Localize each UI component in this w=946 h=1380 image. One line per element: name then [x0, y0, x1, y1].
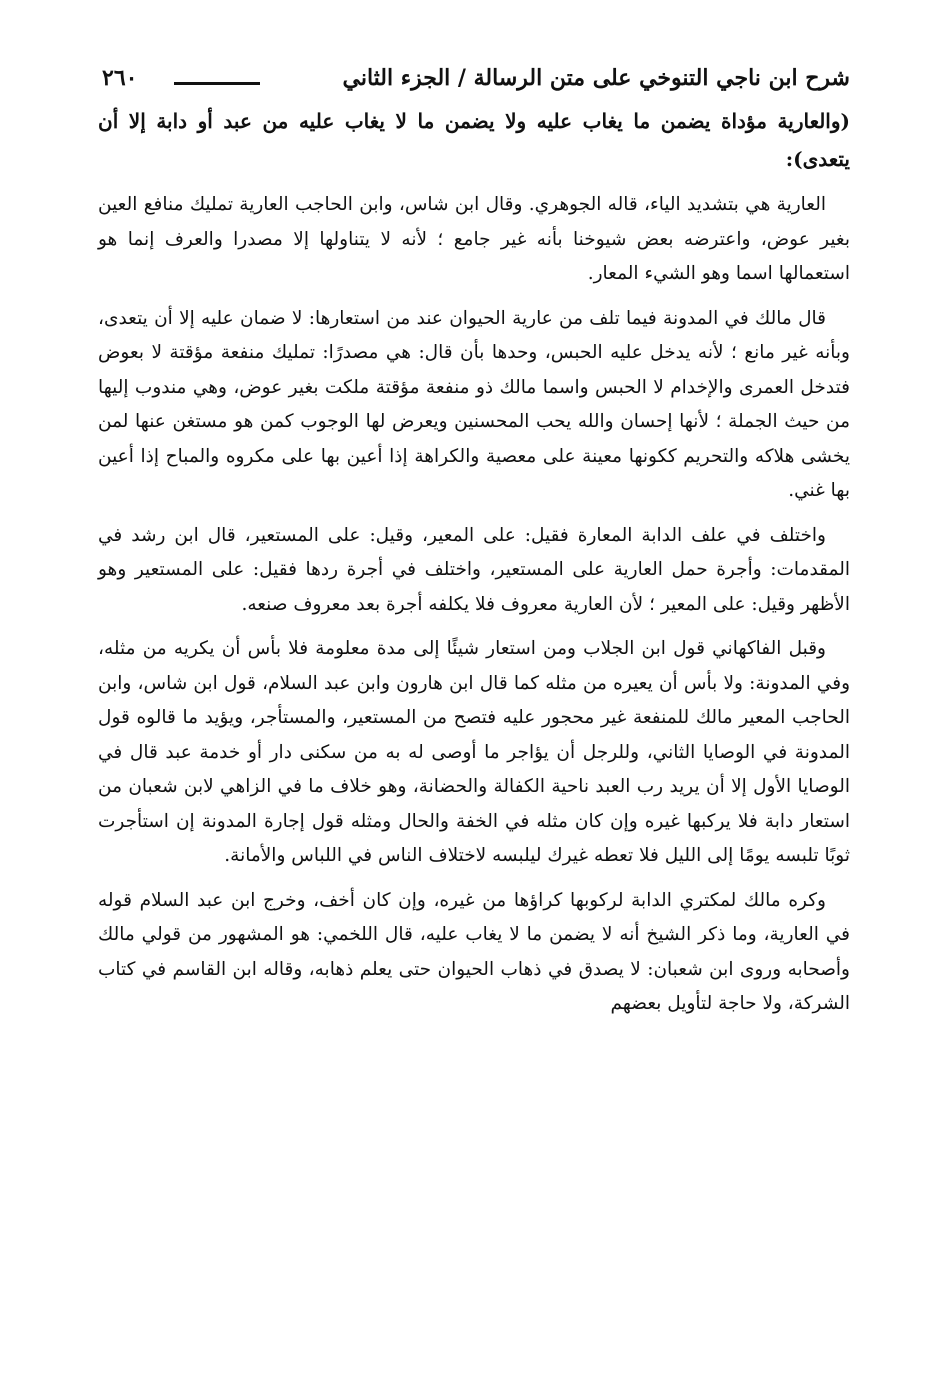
matn-quote: (والعارية مؤداة يضمن ما يغاب عليه ولا يضمن ما لا يغاب عليه من عبد أو دابة إلا أن يتعدى):: [98, 109, 850, 171]
paragraph: العارية هي بتشديد الياء، قاله الجوهري. وقال ابن شاس، وابن الحاجب العارية تمليك منافع العين بغير عوض، واعترضه بعض شيوخنا بأنه غير جامع ؛ لأنه لا يتناولها إلا مصدرا والعرف إنما هو استعمالها اسما وهو الشيء المعار.: [98, 194, 850, 284]
header-rule: [174, 82, 260, 85]
running-header: [98, 58, 850, 102]
book-page: [98, 58, 850, 1032]
paragraph: وكره مالك لمكتري الدابة لركوبها كراؤها من غيره، وإن كان أخف، وخرج ابن عبد السلام قوله في العارية، وما ذكر الشيخ أنه لا يضمن ما لا يغاب عليه، قال اللخمي: هو المشهور من قولي مالك وأصحابه وروى ابن شعبان: لا يصدق في ذهاب الحيوان حتى يعلم ذهابه، وقاله ابن القاسم في كتاب الشركة، ولا حاجة لتأويل بعضهم: [98, 889, 850, 1014]
page-number: ٢٦٠: [102, 65, 138, 91]
paragraph: قال مالك في المدونة فيما تلف من عارية الحيوان عند من استعارها: لا ضمان عليه إلا أن يتعدى، وبأنه غير مانع ؛ لأنه يدخل عليه الحبس، وحدها بأن قال: هي مصدرًا: تمليك منفعة مؤقتة لا بعوض فتدخل العمرى والإخدام لا الحبس واسما مالك ذو منفعة مؤقتة ملكت بغير عوض، وهي مندوب إليها من حيث الجملة ؛ لأنها إحسان والله يحب المحسنين ويعرض لها الوجوب كمن هو مستغن عنها لمن يخشى هلاكه والتحريم ككونها معينة على معصية والكراهة إذا أعين بها على مكروه والمباح إذا أعين بها غني.: [98, 307, 850, 501]
running-header-title: شرح ابن ناجي التنوخي على متن الرسالة / الجزء الثاني: [342, 65, 850, 91]
paragraph: واختلف في علف الدابة المعارة فقيل: على المعير، وقيل: على المستعير، قال ابن رشد في المقدمات: وأجرة حمل العارية على المستعير، واختلف في أجرة ردها فقيل: على المستعير وهو الأظهر وقيل: على المعير ؛ لأن العارية معروف فلا يكلفه أجرة بعد معروف صنعه.: [98, 524, 850, 615]
paragraph: وقبل الفاكهاني قول ابن الجلاب ومن استعار شيئًا إلى مدة معلومة فلا بأس أن يكريه من مثله، وفي المدونة: ولا بأس أن يعيره من مثله كما قال ابن هارون وابن عبد السلام، قول ابن شاس، وابن الحاجب المعير مالك للمنفعة غير محجور عليه فتصح من المستعير، والمستأجر، ويؤيد ما قالوه قول المدونة في الوصايا الثاني، وللرجل أن يؤاجر ما أوصى له به من سكنى دار أو خدمة عبد قال في الوصايا الأول إلا أن يريد رب العبد ناحية الكفالة والحضانة، وهو خلاف ما في الزاهي لابن شعبان من استعار دابة فلا يركبها غيره وإن كان مثله في الخفة والحال ومثله قول إجارة المدونة إن استأجرت ثوبًا تلبسه يومًا إلى الليل فلا تعطه غيرك ليلبسه لاختلاف الناس في اللباس والأمانة.: [98, 638, 850, 866]
